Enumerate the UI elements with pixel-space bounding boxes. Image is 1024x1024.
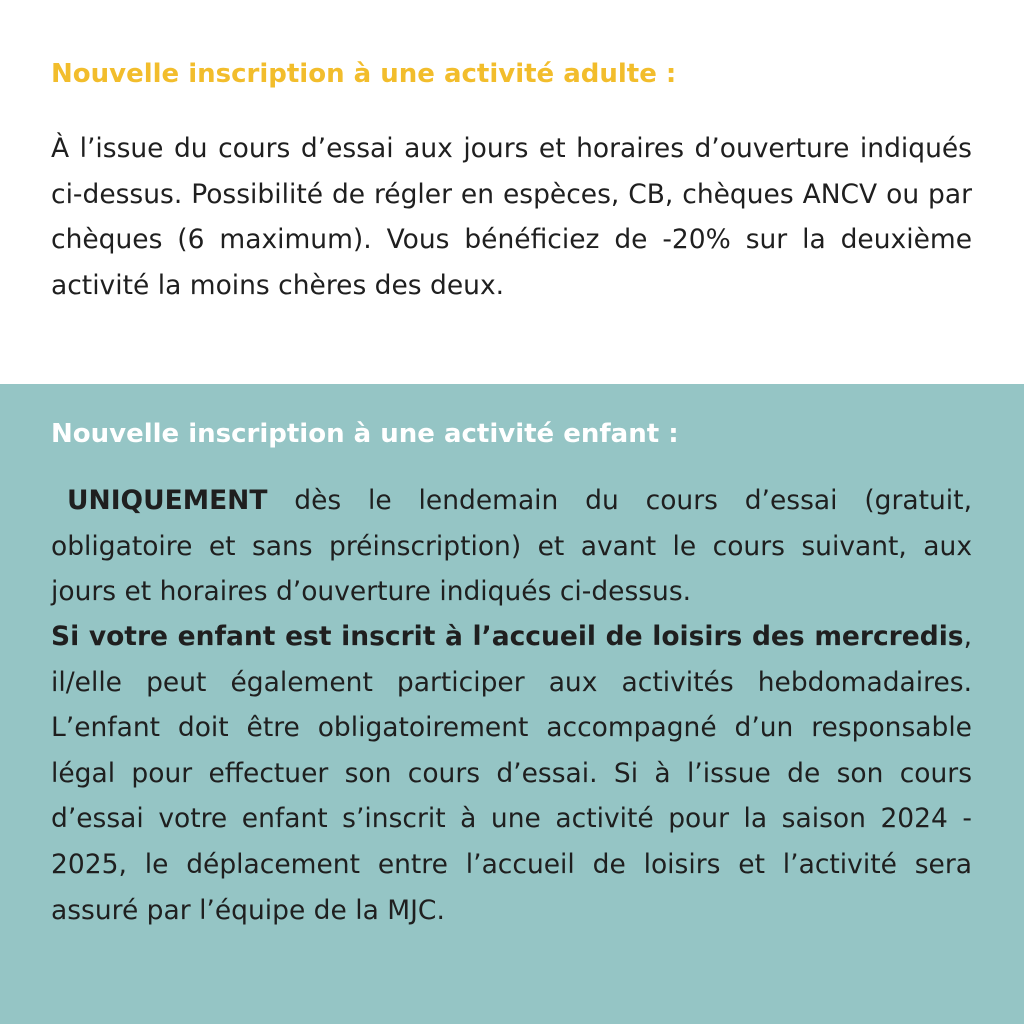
child-registration-paragraph xyxy=(51,478,972,615)
adult-section-title: Nouvelle inscription à une activité adulte : xyxy=(51,59,677,89)
child-section-title: Nouvelle inscription à une activité enfant : xyxy=(51,419,679,449)
leisure-center-text: , il/elle peut également participer aux activités hebdomadaires. L’enfant doit être obligatoirement accompagné d’un responsable légal pour effectuer son cours d’essai. Si à l’issue de son cours d’essai votre enfant s’inscrit à une activité pour la saison 2024 - 2025, le déplacement entre l’accueil de loisirs et l’activité sera assuré par l’équipe de la MJC. xyxy=(51,621,972,926)
leisure-center-paragraph xyxy=(51,614,972,933)
leisure-center-emphasis: Si votre enfant est inscrit à l’accueil de loisirs des mercredis xyxy=(51,621,964,652)
child-registration-emphasis: UNIQUEMENT xyxy=(67,485,268,516)
child-registration-text: dès le lendemain du cours d’essai (gratuit, obligatoire et sans préinscription) et avant le cours suivant, aux jours et horaires d’ouverture indiqués ci-dessus. xyxy=(51,485,972,608)
adult-section-body: À l’issue du cours d’essai aux jours et horaires d’ouverture indiqués ci-dessus. Possibilité de régler en espèces, CB, chèques ANCV ou par chèques (6 maximum). Vous bénéficiez de -20% sur la deuxième activité la moins chères des deux. xyxy=(51,133,972,301)
